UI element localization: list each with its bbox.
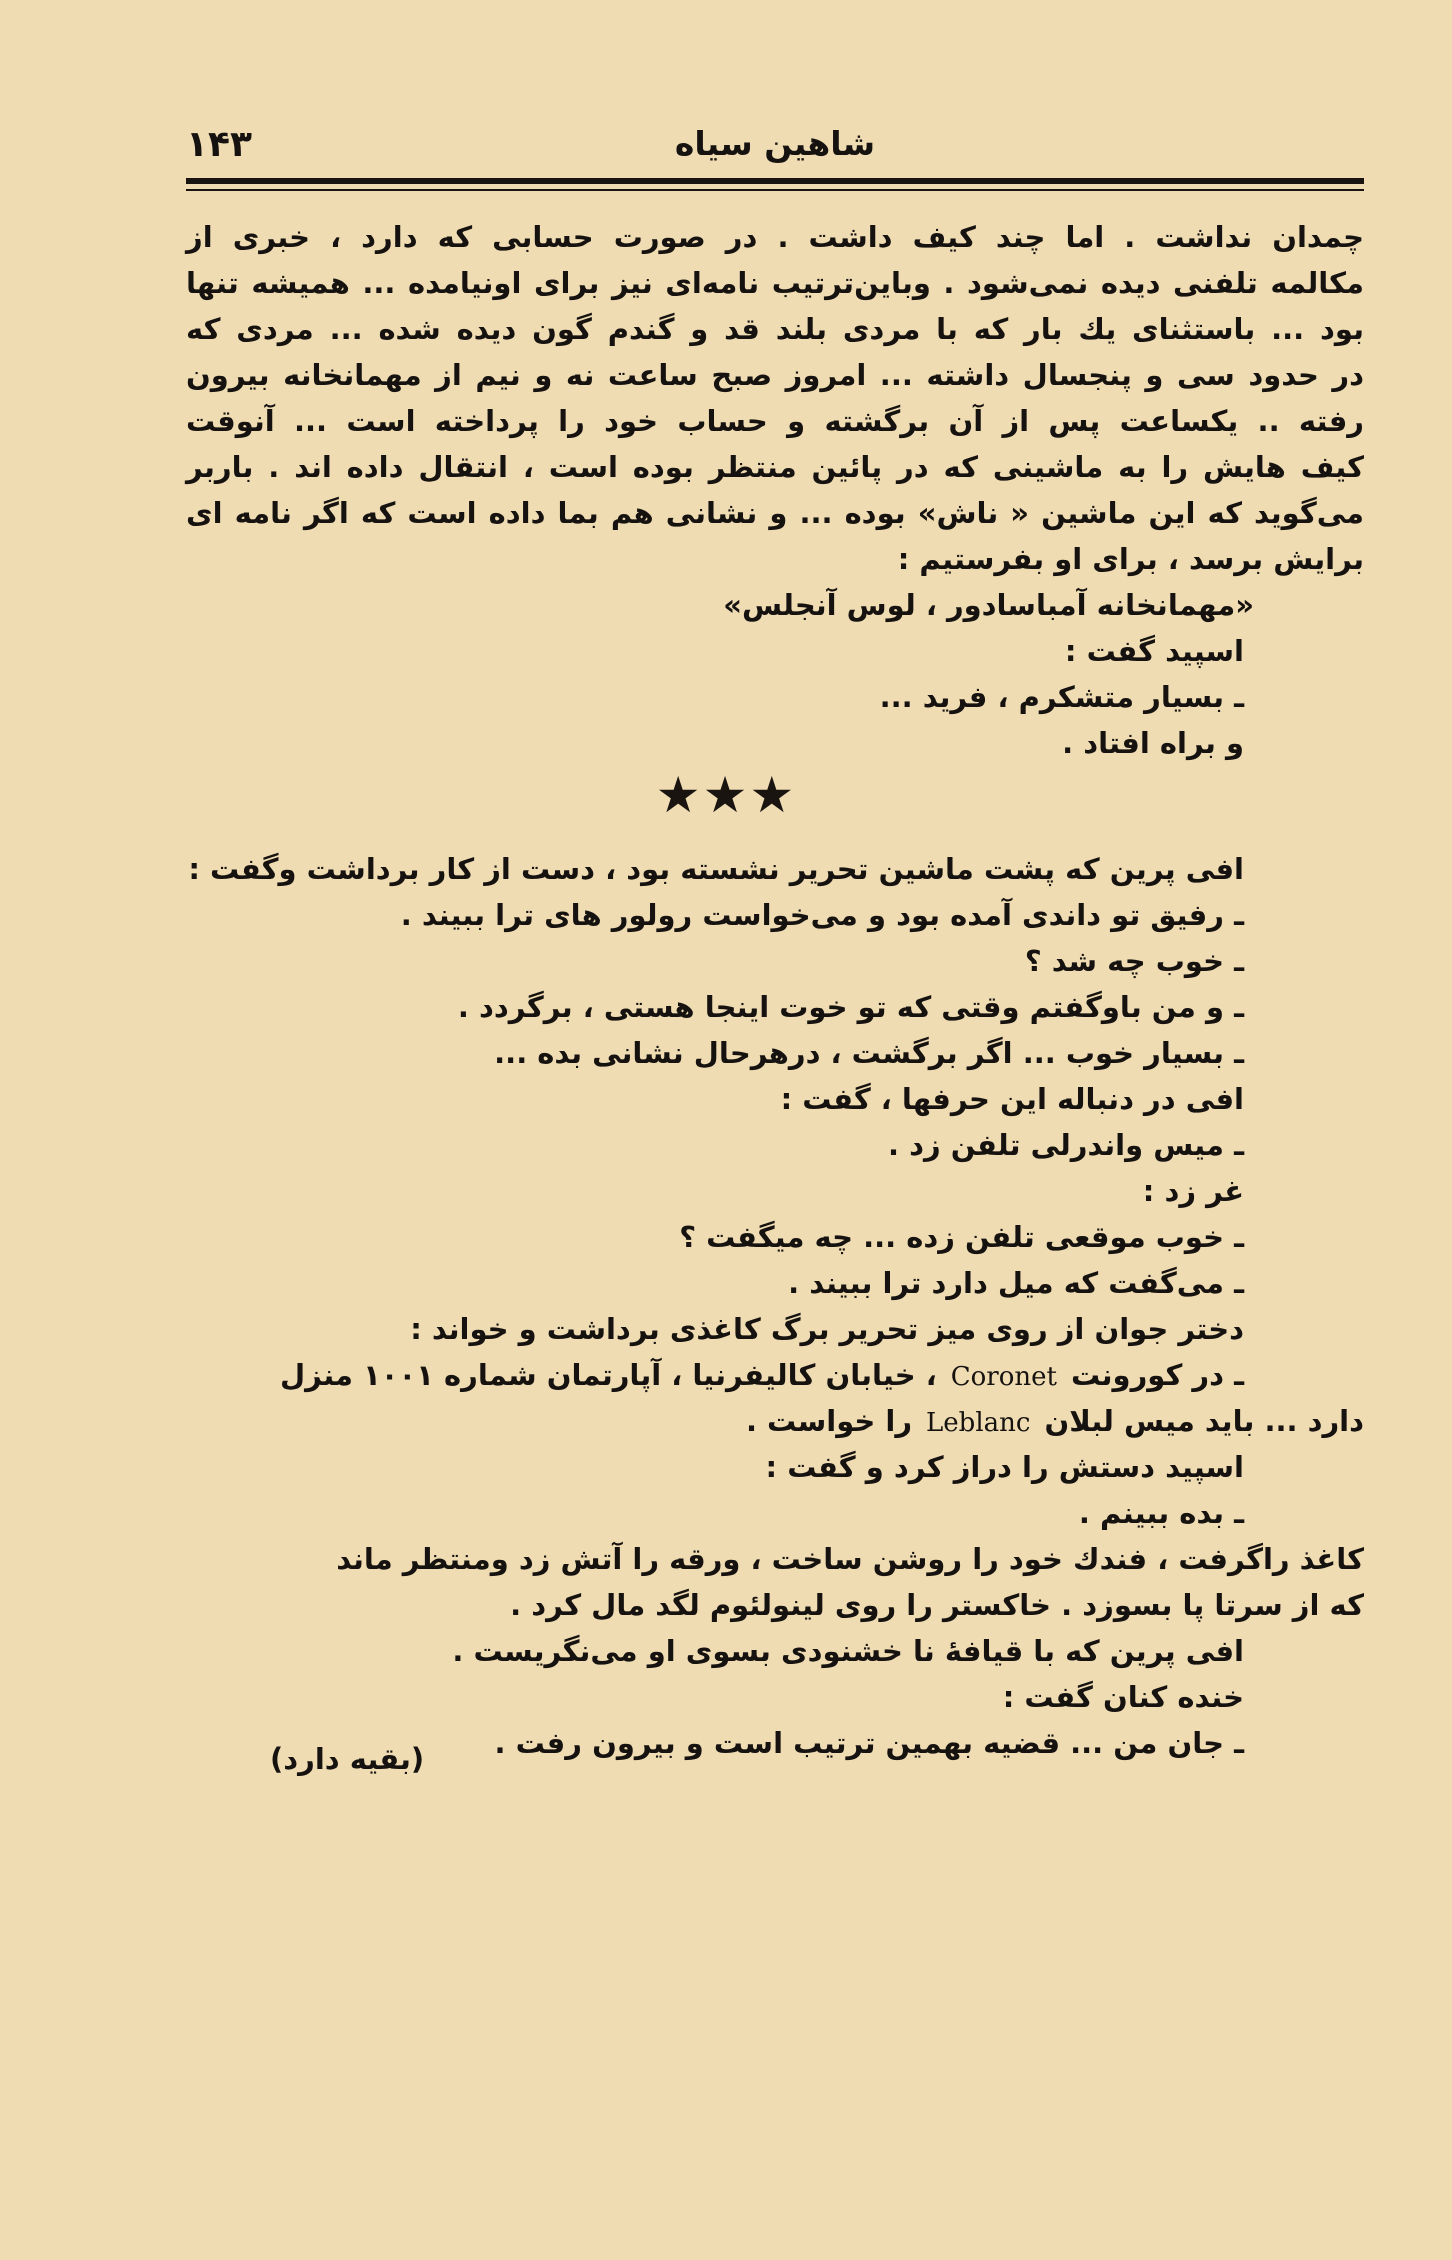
text-line: در حدود سی و پنجسال داشته ... امروز صبح ساعت نه و نیم از مهمانخانه بیرون xyxy=(186,358,1364,392)
text-fragment: را خواست . xyxy=(745,1404,913,1438)
latin-word: Leblanc xyxy=(926,1408,1031,1438)
dialogue-line: ـ بسیار خوب ... اگر برگشت ، درهرحال نشانی بده ... xyxy=(494,1036,1244,1070)
text-line: و براه افتاد . xyxy=(1062,726,1244,760)
text-line: رفته .. یکساعت پس از آن برگشته و حساب خود را پرداخته است ... آنوقت xyxy=(186,404,1364,438)
text-line: بود ... باستثنای یك بار که با مردی بلند قد و گندم گون دیده شده ... مردی که xyxy=(186,312,1364,346)
text-line: افی پرین که پشت ماشین تحریر نشسته بود ، دست از کار برداشت وگفت : xyxy=(188,852,1244,886)
section-2 xyxy=(186,846,1364,1766)
text-line: خنده کنان گفت : xyxy=(1002,1680,1244,1714)
dialogue-line xyxy=(186,1352,1364,1398)
text-fragment: ـ در کورونت xyxy=(1070,1358,1244,1392)
header-rule-thick xyxy=(186,178,1364,184)
dialogue-line: ـ میس واندرلی تلفن زد . xyxy=(887,1128,1244,1162)
text-line: کیف هایش را به ماشینی که در پائین منتظر بوده است ، انتقال داده اند . باربر xyxy=(186,450,1364,484)
dialogue-line: ـ خوب موقعی تلفن زده ... چه میگفت ؟ xyxy=(679,1220,1244,1254)
page-header xyxy=(186,118,1364,178)
dialogue-line: ـ خوب چه شد ؟ xyxy=(1024,944,1244,978)
text-line: غر زد : xyxy=(1142,1174,1244,1208)
latin-word: Coronet xyxy=(950,1362,1057,1392)
text-line: اسپید گفت : xyxy=(1064,634,1244,668)
dialogue-line: ـ بسیار متشکرم ، فرید ... xyxy=(879,680,1244,714)
text-line: افی در دنباله این حرفها ، گفت : xyxy=(780,1082,1244,1116)
text-line: مکالمه تلفنی دیده نمی‌شود . وباین‌ترتیب نامه‌ای نیز برای اونیامده ... همیشه تنها xyxy=(186,266,1364,300)
text-line: که از سرتا پا بسوزد . خاکستر را روی لینولئوم لگد مال کرد . xyxy=(510,1588,1364,1622)
address-line: «مهمانخانه آمباسادور ، لوس آنجلس» xyxy=(723,588,1254,622)
text-line xyxy=(186,1398,1364,1444)
text-line: افی پرین که با قیافهٔ نا خشنودی بسوی او می‌نگریست . xyxy=(452,1634,1244,1668)
running-title: شاهین سیاه xyxy=(674,124,876,163)
dialogue-line: ـ رفیق تو داندی آمده بود و می‌خواست رولور های ترا ببیند . xyxy=(400,898,1244,932)
dialogue-line: ـ بده ببینم . xyxy=(1078,1496,1244,1530)
text-line: اسپید دستش را دراز کرد و گفت : xyxy=(765,1450,1244,1484)
text-line: چمدان نداشت . اما چند کیف داشت . در صورت حسابی که دارد ، خبری از xyxy=(186,220,1364,254)
header-rule-thin xyxy=(186,189,1364,191)
dialogue-line: ـ می‌گفت که میل دارد ترا ببیند . xyxy=(788,1266,1244,1300)
text-fragment: ، خیابان کالیفرنیا ، آپارتمان شماره ۱۰۰۱ منزل xyxy=(280,1358,937,1392)
section-separator: ★★★ xyxy=(655,766,797,824)
paragraph-1 xyxy=(186,214,1364,766)
dialogue-line: ـ جان من ... قضیه بهمین ترتیب است و بیرون رفت . xyxy=(494,1726,1244,1760)
text-line: دختر جوان از روی میز تحریر برگ کاغذی برداشت و خواند : xyxy=(410,1312,1244,1346)
text-line: کاغذ راگرفت ، فندك خود را روشن ساخت ، ورقه را آتش زد ومنتظر ماند xyxy=(336,1542,1364,1576)
text-fragment: دارد ... باید میس لبلان xyxy=(1044,1404,1364,1438)
to-be-continued: (بقیه دارد) xyxy=(270,1742,425,1776)
text-line: برایش برسد ، برای او بفرستیم : xyxy=(897,542,1364,576)
page-number: ۱۴۳ xyxy=(186,124,252,165)
text-line: می‌گوید که این ماشین « ناش» بوده ... و نشانی هم بما داده است که اگر نامه ای xyxy=(186,496,1364,530)
dialogue-line: ـ و من باوگفتم وقتی که تو خوت اینجا هستی ، برگردد . xyxy=(457,990,1244,1024)
